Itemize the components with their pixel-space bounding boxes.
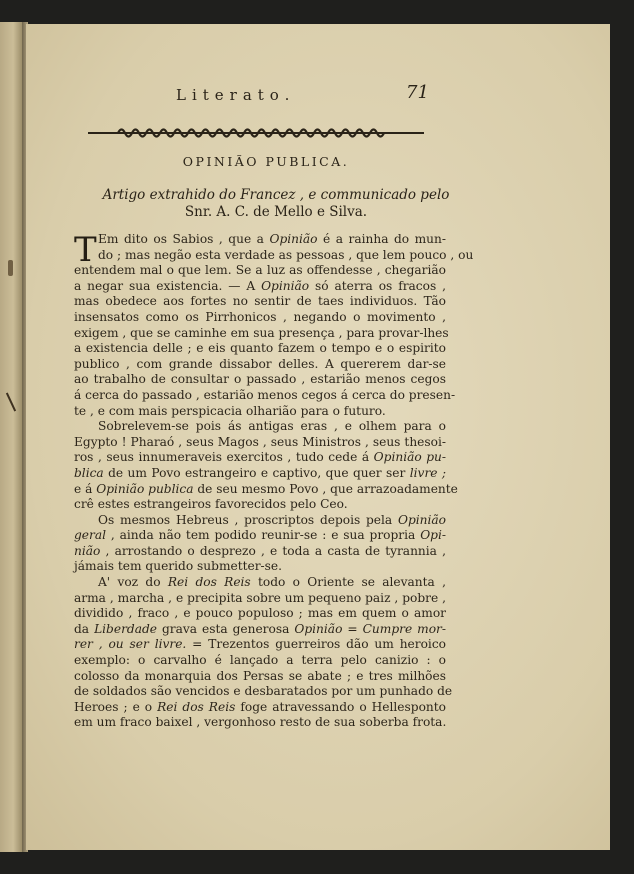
book-page (26, 24, 610, 850)
text-run: Em dito os Sabios , que a (98, 232, 270, 246)
text-run: exigem , que se caminhe em sua presença , para provar-lhes (74, 325, 449, 340)
text-line (74, 497, 446, 513)
text-line (74, 310, 446, 326)
text-run: grava esta generosa (156, 621, 295, 636)
text-line (74, 419, 446, 435)
text-run: te , e com mais perspicacia olharião para o futuro. (74, 403, 386, 418)
text-run: insensatos como os Pirrhonicos , negando o movimento , (74, 309, 446, 324)
text-run: , arrostando o desprezo , e toda a casta de tyrannia , (100, 543, 446, 558)
text-run: de soldados são vencidos e desbaratados por um punhado de (74, 684, 453, 699)
italic-text: rer , ou ser livre. (74, 637, 187, 652)
text-line (74, 669, 446, 685)
text-line (74, 435, 446, 451)
text-line (74, 591, 446, 607)
text-run: e á (74, 481, 97, 496)
text-run: do ; mas negão esta verdade as pessoas , que lem pouco , ou (98, 247, 474, 262)
text-line (74, 700, 446, 716)
italic-text: Opinião (261, 278, 310, 293)
text-run: a negar sua existencia. — A (74, 278, 262, 293)
page-number: 71 (406, 82, 429, 103)
italic-text: geral (74, 528, 107, 543)
text-line (74, 606, 446, 622)
text-line (74, 622, 446, 638)
text-run: em um fraco baixel , vergonhoso resto de sua soberba frota. (74, 715, 447, 730)
text-line (74, 404, 446, 420)
text-line (74, 544, 446, 560)
text-run: arma , marcha , e precipita sobre um pequeno paiz , pobre , (74, 590, 446, 605)
ink-stain (8, 260, 13, 276)
text-line (74, 232, 446, 248)
text-line (74, 279, 446, 295)
text-run: dividido , fraco , e pouco populoso ; mas em quem o amor (74, 606, 446, 621)
text-line (74, 387, 456, 404)
text-run: Sobrelevem-se pois ás antigas eras , e olhem para o (98, 419, 446, 434)
text-run: Heroes ; e o (74, 699, 158, 714)
text-run: foge atravessando o Hellesponto (235, 699, 446, 714)
italic-text: Rei dos Reis (157, 699, 236, 714)
text-line (74, 341, 446, 357)
italic-text: Opinião (269, 232, 318, 246)
text-run: = (342, 621, 363, 636)
text-run: é a rainha do mun- (317, 232, 446, 246)
italic-text: Cumpre mor- (362, 621, 446, 636)
text-run: crê estes estrangeiros favorecidos pelo Ceo. (74, 497, 348, 512)
italic-text: blica (74, 465, 104, 480)
text-run: todo o Oriente se alevanta , (250, 575, 446, 590)
text-line (74, 481, 458, 498)
text-run: Os mesmos Hebreus , proscriptos depois pela (98, 512, 398, 527)
italic-text: livre ; (409, 465, 447, 480)
text-line (74, 528, 446, 544)
text-line (74, 513, 446, 529)
text-run: de seu mesmo Povo , que arrazoadamente (193, 481, 458, 496)
article-body (74, 230, 474, 731)
text-run: , ainda não tem podido reunir-se : e sua propria (106, 528, 421, 543)
italic-text: Opinião pu- (373, 450, 447, 465)
text-line (74, 357, 446, 373)
text-line (74, 263, 446, 279)
text-run: á cerca do passado , estarião menos cegos á cerca do presen- (74, 387, 456, 402)
text-line (74, 466, 446, 482)
article-title: OPINIÃO PUBLICA. (182, 154, 350, 169)
article-attribution: Snr. A. C. de Mello e Silva. (184, 204, 368, 220)
text-line (74, 715, 446, 731)
text-line (74, 450, 446, 466)
text-run: mas obedece aos fortes no sentir de taes individuos. Tão (74, 294, 446, 309)
text-run: = Trezentos guerreiros dão um heroico (186, 637, 446, 652)
text-run: da (74, 621, 95, 636)
italic-text: Rei dos Reis (167, 575, 251, 590)
text-line (74, 575, 446, 591)
text-run: de um Povo estrangeiro e captivo, que quer ser (103, 465, 410, 480)
drop-cap: T (74, 230, 97, 270)
text-run: exemplo: o carvalho é lançado a terra pelo canizio : o (74, 653, 446, 668)
italic-text: Liberdade (94, 621, 157, 636)
text-run: só aterra os fracos , (309, 278, 446, 293)
text-line (74, 559, 446, 575)
text-run: entendem mal o que lem. Se a luz as offendesse , chegarião (74, 263, 446, 278)
text-line (74, 637, 446, 653)
text-line (74, 372, 446, 388)
text-run: colosso da monarquia dos Persas se abate ; e tres milhões (74, 668, 446, 683)
text-run: ros , seus innumeraveis exercitos , tudo cede á (74, 450, 374, 465)
text-line (74, 653, 446, 669)
italic-text: Opinião publica (96, 481, 194, 496)
article-subtitle: Artigo extrahido do Francez , e communicado pelo (102, 187, 450, 203)
text-run: jámais tem querido submetter-se. (74, 559, 283, 574)
text-run: publico , com grande dissabor delles. A quererem dar-se (74, 356, 446, 371)
ornamental-rule (88, 124, 424, 138)
running-head: Literato. (176, 86, 296, 104)
text-line (74, 294, 446, 310)
text-line (74, 684, 453, 700)
italic-text: Opinião (397, 512, 446, 527)
text-run: a existencia delle ; e eis quanto fazem o tempo e o espirito (74, 341, 446, 356)
italic-text: Opinião (294, 621, 343, 636)
text-line (74, 247, 474, 264)
italic-text: nião (74, 543, 101, 558)
italic-text: Opi- (420, 528, 446, 543)
text-run: ao trabalho de consultar o passado , estarião menos cegos (74, 372, 446, 387)
text-run: Egypto ! Pharaó , seus Magos , seus Ministros , seus thesoi- (74, 434, 446, 449)
text-run: A' voz do (98, 575, 168, 590)
text-line (74, 325, 449, 342)
facing-page-edge (0, 22, 22, 852)
